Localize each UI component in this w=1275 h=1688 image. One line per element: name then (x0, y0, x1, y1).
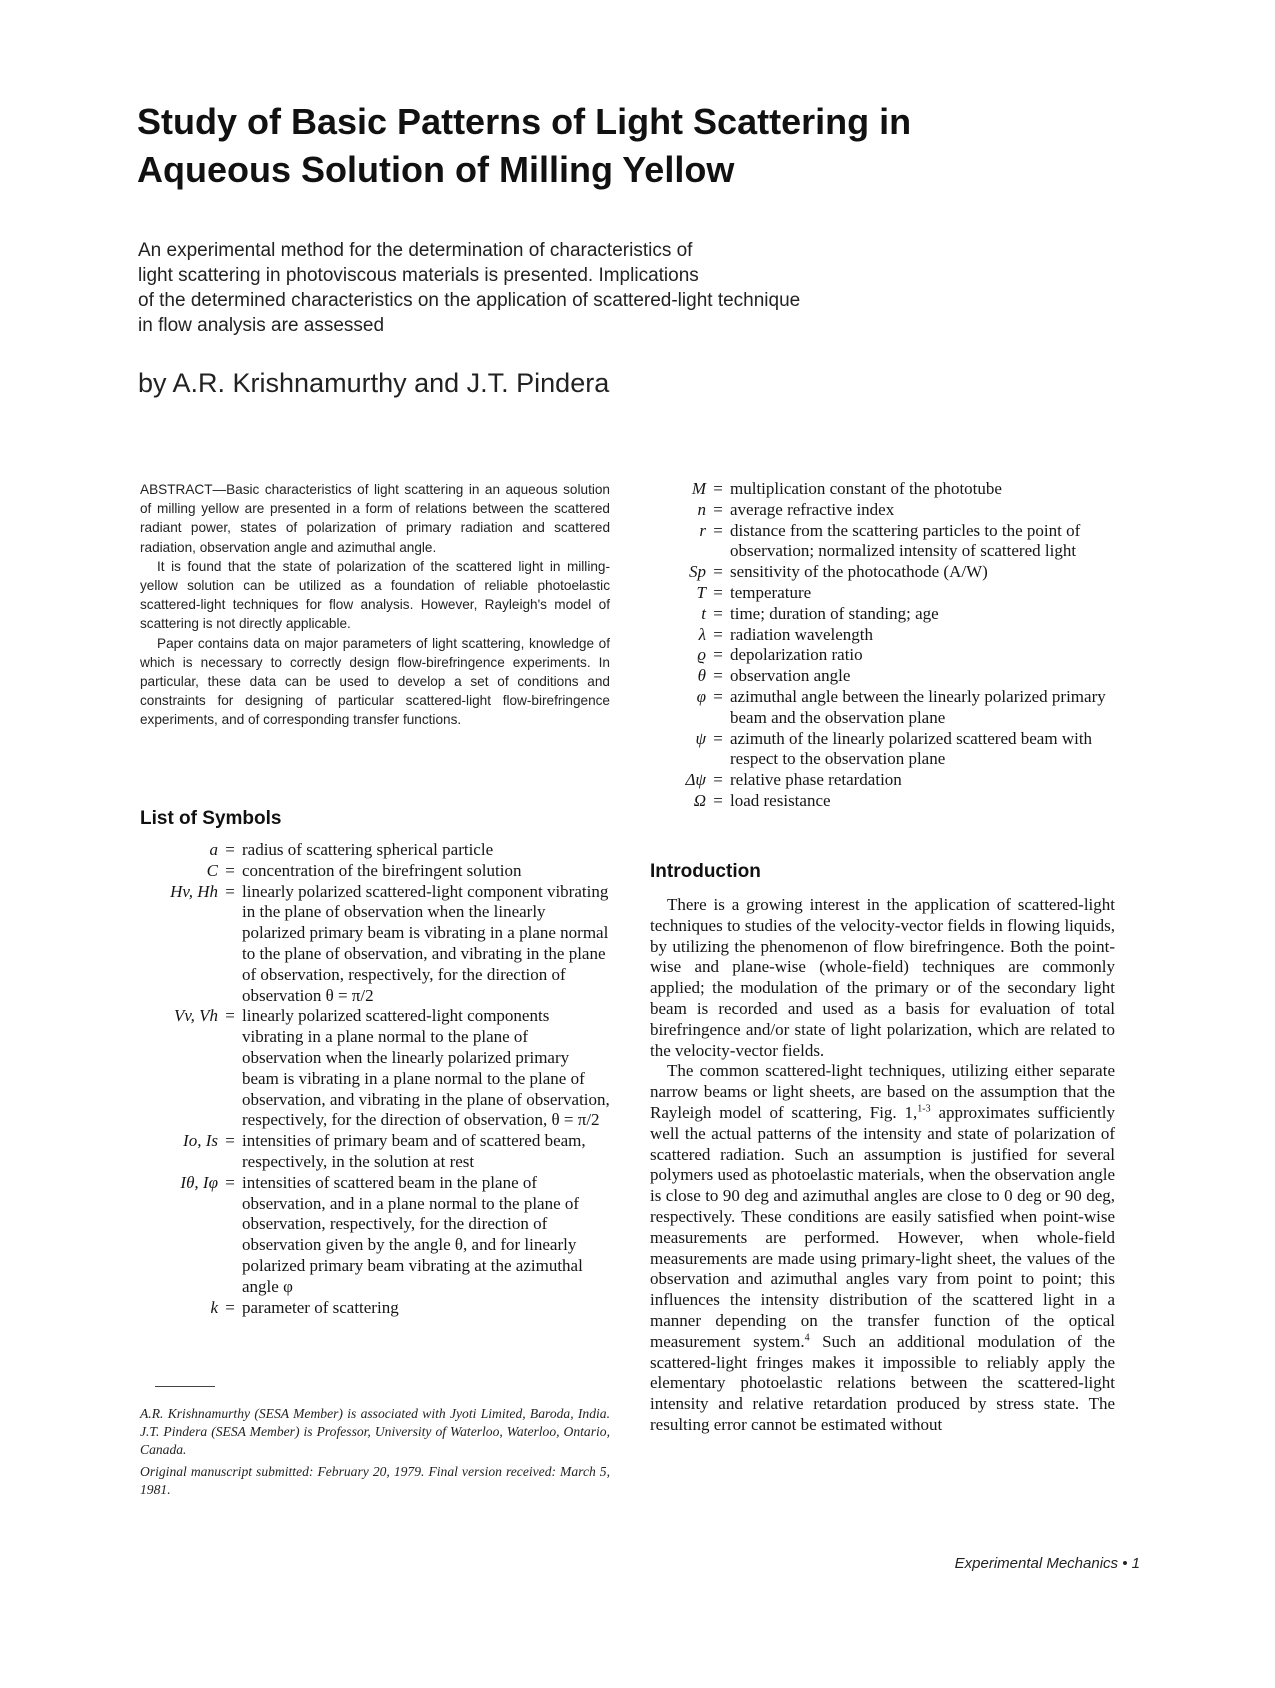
symbol-row (140, 861, 610, 882)
symbol-key: r (699, 520, 706, 540)
symbol-equals: = (713, 770, 723, 790)
title-line-2: Aqueous Solution of Milling Yellow (137, 149, 735, 190)
symbol-definition: radiation wavelength (730, 624, 874, 644)
symbol-equals: = (713, 603, 723, 623)
symbol-key: λ (698, 624, 706, 644)
symbol-definition: concentration of the birefringent solution (242, 860, 522, 880)
abstract-paragraph: Paper contains data on major parameters of light scattering, knowledge of which is necessary to correctly design flow-birefringence experiments. In particular, these data can be used to develop a set of conditions and constraints for designing of particular scattered-light flow-birefringence experiments, and of corresponding transfer functions. (140, 635, 610, 728)
intro-paragraph-2 (650, 1061, 1115, 1435)
symbol-row (650, 645, 1120, 666)
symbols-heading: List of Symbols (140, 808, 282, 829)
symbol-definition: relative phase retardation (730, 770, 902, 790)
symbol-equals: = (713, 790, 723, 810)
citation-ref: 1-3 (917, 1103, 931, 1115)
symbol-row (140, 1131, 610, 1173)
symbol-equals: = (225, 1172, 235, 1192)
symbol-equals: = (225, 881, 235, 901)
symbol-equals: = (713, 582, 723, 602)
symbol-key: Sp (689, 562, 706, 582)
symbol-row (650, 583, 1120, 604)
symbol-definition: radius of scattering spherical particle (242, 840, 494, 859)
symbol-definition: intensities of scattered beam in the plane of observation, and in a plane normal to the plane of observation, respectively, for the direction of observation given by the angle θ, and for linearly polarized primary beam vibrating at the azimuthal angle φ (242, 1172, 583, 1296)
symbol-key: a (209, 840, 218, 859)
symbol-row (650, 521, 1120, 563)
symbol-list-right (650, 479, 1120, 812)
symbol-equals: = (713, 520, 723, 540)
symbol-row (650, 729, 1120, 771)
symbol-row (140, 882, 610, 1007)
symbol-row (650, 770, 1120, 791)
paper-title (137, 98, 1137, 194)
introduction-heading: Introduction (650, 861, 761, 882)
title-line-1: Study of Basic Patterns of Light Scattering in (137, 101, 912, 142)
symbol-list-left (140, 840, 610, 1318)
symbol-key: M (691, 479, 706, 498)
intro-text: The common scattered-light techniques, utilizing either separate narrow beams or light sheets, are based on the assumption that the Rayleigh model of scattering, Fig. 1, (650, 1061, 1115, 1122)
symbol-key: Hv, Hh (170, 881, 218, 901)
subtitle-line: An experimental method for the determination of characteristics of (138, 240, 693, 261)
intro-paragraph-1: There is a growing interest in the application of scattered-light techniques to studies of the velocity-vector fields in flowing liquids, by utilizing the phenomenon of flow birefringence. Both the point-wise and plane-wise (whole-field) techniques are commonly applied; the modulation of the primary or of the secondary light beam is recorded and used as a basis for evaluation of total birefringence and/or state of light polarization, which are related to the velocity-vector fields. (650, 895, 1115, 1060)
symbol-definition: multiplication constant of the phototube (730, 479, 1002, 498)
symbol-definition: depolarization ratio (730, 645, 863, 665)
bullet-icon: • (1122, 1555, 1128, 1572)
page-footer (880, 1555, 1140, 1572)
symbol-key: Δψ (685, 770, 706, 790)
intro-text: approximates sufficiently well the actual patterns of the intensity and state of polarization of scattered radiation. Such an assumption is justified for several polymers used as photoelastic materials, when the observation angle is close to 90 deg and azimuthal angles are close to 0 deg or 90 deg, respectively. These conditions are easily satisfied when point-wise measurements are performed. However, when whole-field measurements are made using primary-light sheet, the values of the observation and azimuthal angles vary from point to point; this influences the intensity distribution of the scattered light in a manner depending on the transfer function of the optical measurement system. (650, 1102, 1116, 1351)
journal-name: Experimental Mechanics (954, 1555, 1119, 1572)
symbol-key: ψ (695, 728, 706, 748)
symbol-row (650, 791, 1120, 812)
symbol-equals: = (713, 499, 723, 519)
subtitle-line: of the determined characteristics on the application of scattered-light technique (138, 290, 801, 311)
symbol-definition: azimuthal angle between the linearly polarized primary beam and the observation plane (730, 686, 1106, 727)
symbol-equals: = (713, 562, 723, 582)
symbol-key: k (210, 1297, 218, 1317)
symbol-definition: intensities of primary beam and of scattered beam, respectively, in the solution at rest (242, 1131, 586, 1171)
symbol-row (650, 666, 1120, 687)
symbol-key: ϱ (697, 645, 706, 665)
symbol-definition: average refractive index (730, 499, 895, 519)
symbol-definition: linearly polarized scattered-light component vibrating in the plane of observation when the linearly polarized primary beam is vibrating in a plane normal to the plane of observation, and vibrating in the plane of observation, respectively, for the direction of observation θ = π/2 (242, 881, 609, 1005)
symbol-key: θ (697, 666, 706, 686)
symbol-equals: = (713, 479, 723, 498)
symbol-key: n (697, 499, 706, 519)
symbol-row (140, 1173, 610, 1298)
symbol-equals: = (713, 666, 723, 686)
intro-text: Such an additional modulation of the scattered-light fringes makes it impossible to reliably apply the elementary photoelastic relations between the scattered-light intensity and relative retardation produced by stress state. The resulting error cannot be estimated without (650, 1331, 1115, 1434)
symbol-key: Ω (693, 790, 706, 810)
footnote-rule (155, 1386, 215, 1387)
introduction-body (650, 895, 1115, 1436)
symbol-equals: = (225, 860, 235, 880)
symbol-equals: = (225, 1131, 235, 1151)
symbol-key: Vv, Vh (173, 1006, 218, 1026)
symbol-key: Iθ, Iφ (180, 1172, 218, 1192)
symbol-key: t (701, 603, 706, 623)
symbol-equals: = (225, 1006, 235, 1026)
symbol-equals: = (713, 728, 723, 748)
symbol-row (650, 562, 1120, 583)
symbol-row (650, 687, 1120, 729)
symbol-key: T (696, 582, 706, 602)
symbol-row (650, 500, 1120, 521)
symbol-definition: observation angle (730, 666, 851, 686)
symbol-definition: parameter of scattering (242, 1297, 399, 1317)
symbol-definition: temperature (730, 582, 812, 602)
symbol-equals: = (713, 645, 723, 665)
symbol-equals: = (713, 624, 723, 644)
abstract-paragraph: ABSTRACT—Basic characteristics of light scattering in an aqueous solution of milling yellow are presented in a form of relations between the scattered radiant power, states of polarization of primary radiation and scattered radiation, observation angle and azimuthal angle. (140, 482, 610, 555)
symbol-row (650, 625, 1120, 646)
symbol-row (650, 479, 1120, 500)
symbol-equals: = (713, 686, 723, 706)
byline: by A.R. Krishnamurthy and J.T. Pindera (138, 368, 610, 398)
symbol-definition: linearly polarized scattered-light components vibrating in a plane normal to the plane of observation when the linearly polarized primary beam is vibrating in a plane normal to the plane of observation, and vibrating in the plane of observation, respectively, for the direction of observation, θ = π/2 (242, 1006, 610, 1130)
symbol-definition: distance from the scattering particles to the point of observation; normalized intensity of scattered light (730, 520, 1081, 561)
symbol-definition: time; duration of standing; age (730, 603, 939, 623)
subtitle (138, 238, 1038, 338)
symbol-key: C (206, 860, 218, 880)
symbol-key: Io, Is (183, 1131, 218, 1151)
symbol-key: φ (696, 686, 706, 706)
citation-ref: 4 (804, 1332, 810, 1344)
abstract-paragraph: It is found that the state of polarization of the scattered light in milling-yellow solution can be utilized as a foundation of reliable photoelastic scattered-light techniques for flow analysis. However, Rayleigh's model of scattering is not directly applicable. (140, 558, 610, 632)
subtitle-line: in flow analysis are assessed (138, 315, 385, 336)
abstract (140, 480, 610, 730)
footnotes (140, 1405, 610, 1503)
symbol-definition: azimuth of the linearly polarized scattered beam with respect to the observation plane (730, 728, 1093, 769)
page-number: 1 (1131, 1555, 1140, 1572)
symbol-definition: load resistance (730, 790, 831, 810)
symbol-row (140, 840, 610, 861)
symbol-definition: sensitivity of the photocathode (A/W) (730, 562, 988, 582)
footnote-affiliation: A.R. Krishnamurthy (SESA Member) is associated with Jyoti Limited, Baroda, India. J.T. Pindera (SESA Member) is Professor, University of Waterloo, Waterloo, Ontario, Canada. (140, 1406, 610, 1457)
symbol-row (140, 1006, 610, 1131)
symbol-row (140, 1298, 610, 1319)
symbol-equals: = (225, 1297, 235, 1317)
subtitle-line: light scattering in photoviscous materials is presented. Implications (138, 265, 699, 286)
symbol-row (650, 604, 1120, 625)
footnote-dates: Original manuscript submitted: February 20, 1979. Final version received: March 5, 1981. (140, 1464, 610, 1497)
symbol-equals: = (225, 840, 235, 859)
